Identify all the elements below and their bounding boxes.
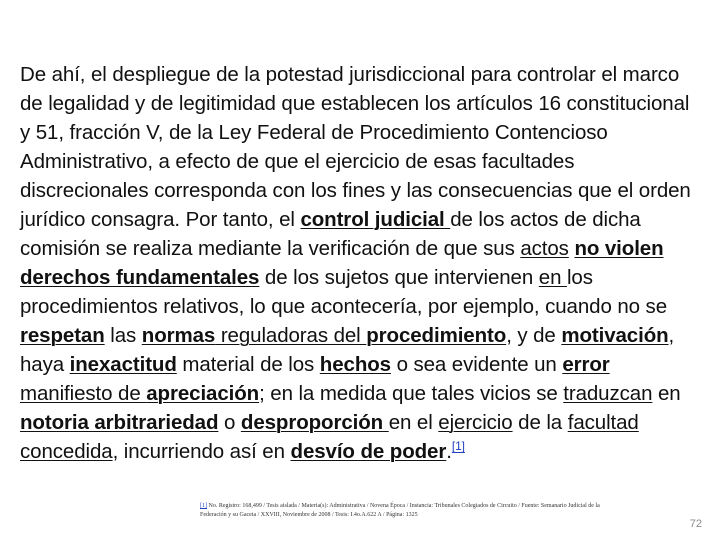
underline-facultad-concedida: facultad concedida — [20, 411, 639, 463]
text-run: material de los — [176, 353, 320, 376]
underline-actos: actos — [520, 237, 569, 260]
underline-manifiesto: manifiesto de — [20, 382, 147, 405]
emphasis-error: error — [562, 353, 610, 376]
emphasis-respetan: respetan — [20, 324, 105, 347]
emphasis-procedimiento: procedimiento — [366, 324, 507, 347]
text-run: las — [104, 324, 142, 347]
emphasis-notoria-arbitrariedad: notoria arbitrariedad — [20, 411, 219, 434]
emphasis-apreciacion: apreciación — [146, 382, 260, 405]
underline-traduzcan: traduzcan — [563, 382, 653, 405]
emphasis-desproporcion: desproporción — [240, 411, 389, 434]
text-run: de la — [512, 411, 568, 434]
text-run: o — [218, 411, 241, 434]
text-run: en — [652, 382, 681, 405]
footnote-number-link[interactable]: [1] — [200, 503, 207, 509]
emphasis-control-judicial: control judicial — [300, 208, 451, 231]
footnote-text: No. Registro: 168,499 / Tesis aislada / Materia(s): Administrativa / Novena Época / Instancia: Tribunales Colegiados de Circuito / Fuente: Semanario Judicial de la Federación y su Gaceta / XXVIII, Noviembre de 2008 / Tesis: I.4o.A.622 A / Página: 1325 — [200, 503, 600, 518]
text-run: de los actos de dicha comisión se realiza mediante la verificación de que sus — [20, 208, 641, 260]
underline-reguladoras: reguladoras del — [215, 324, 367, 347]
text-run: los procedimientos relativos, lo que acontecería, por ejemplo, cuando no se — [20, 266, 668, 318]
emphasis-no-violen-derechos: no violen derechos fundamentales — [20, 237, 664, 289]
emphasis-desvio-de-poder: desvío de poder — [290, 440, 447, 463]
main-paragraph — [20, 60, 700, 466]
text-run: , incurriendo así en — [112, 440, 291, 463]
text-run: en el — [388, 411, 439, 434]
underline-ejercicio: ejercicio — [438, 411, 513, 434]
text-run: , y de — [506, 324, 562, 347]
page-number: 72 — [689, 518, 702, 530]
emphasis-hechos: hechos — [319, 353, 391, 376]
text-run: o sea evidente un — [390, 353, 563, 376]
text-run: De ahí, el despliegue de la potestad jurisdiccional para controlar el marco de legalidad y de legitimidad que establecen los artículos 16 constitucional y 51, fracción V, de la Ley Federal de Procedimiento Contencioso Administrativo, a efecto de que el ejercicio de esas facultades discrecionales corresponda con los fines y las consecuencias que el orden jurídico consagra. Por tanto, el — [20, 63, 691, 231]
underline-en: en — [538, 266, 567, 289]
text-run: , haya — [20, 324, 675, 376]
text-run: ; en la medida que tales vicios se — [259, 382, 564, 405]
footnote-reference-link[interactable]: [1] — [451, 439, 465, 454]
emphasis-normas: normas — [141, 324, 216, 347]
footnote — [200, 502, 620, 520]
text-run: de los sujetos que intervienen — [259, 266, 539, 289]
text-run: . — [446, 440, 452, 463]
emphasis-inexactitud: inexactitud — [69, 353, 177, 376]
emphasis-motivacion: motivación — [561, 324, 669, 347]
